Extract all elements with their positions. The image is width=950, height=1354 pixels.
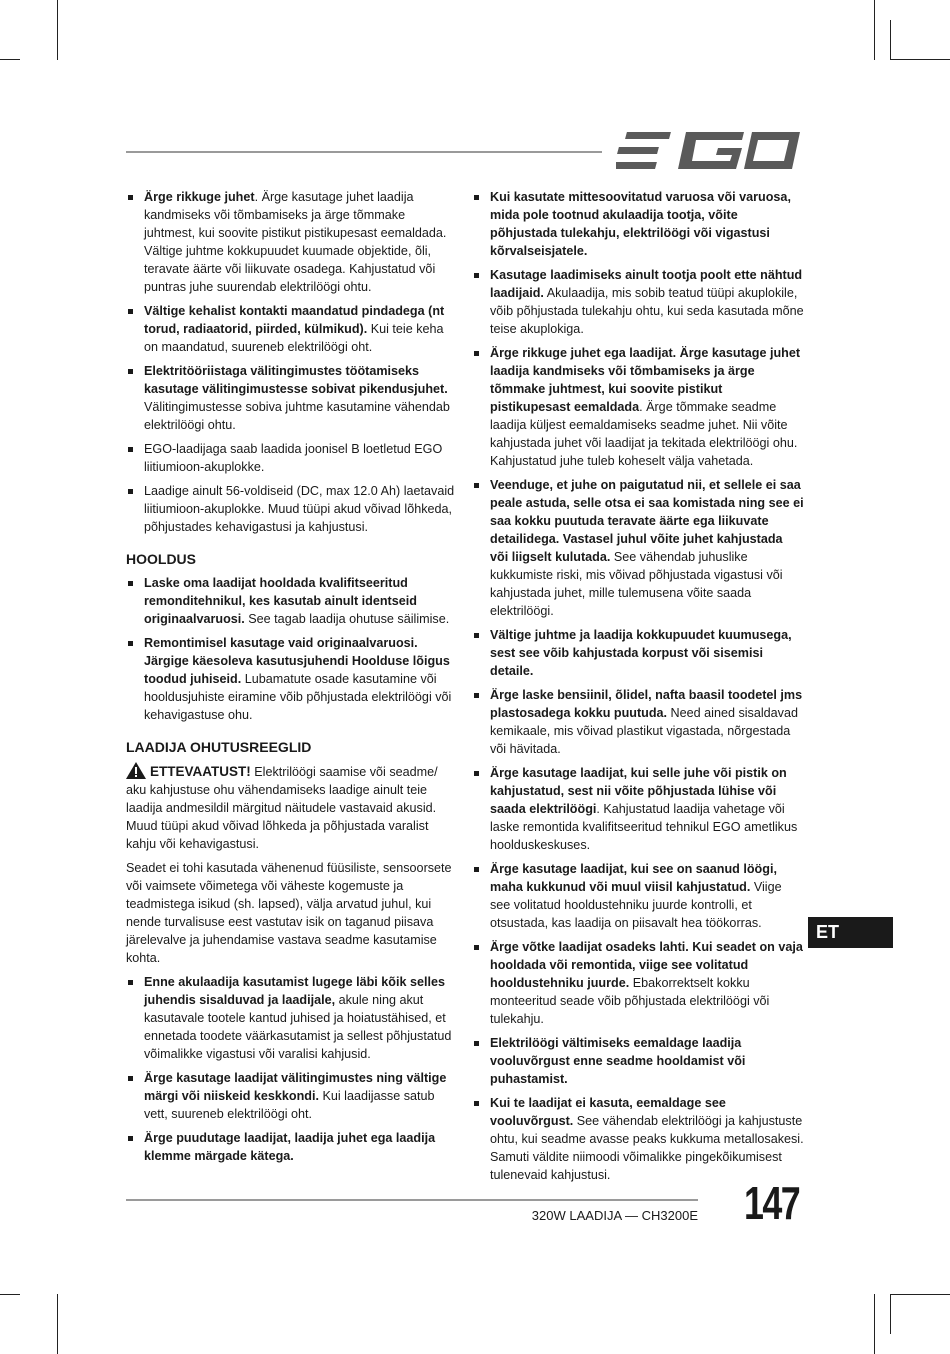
crop-mark — [890, 59, 930, 60]
crop-mark — [0, 1294, 20, 1295]
crop-mark — [874, 0, 875, 60]
list-item-bold: Laske oma laadijat hooldada kvalifitseeritud remonditehnikul, kes kasutab ainult identseid originaalvaruosi. — [144, 576, 417, 626]
crop-mark — [874, 1294, 875, 1354]
list-item-text: EGO-laadijaga saab laadida joonisel B loetletud EGO liitiumioon-akuplokke. — [144, 442, 443, 474]
section-heading-rules: LAADIJA OHUTUSREEGLID — [126, 739, 312, 755]
list-item — [472, 860, 804, 932]
list-item-bold: Enne akulaadija kasutamist lugege läbi kõik selles juhendis sisalduvad ja laadijale, — [144, 975, 445, 1007]
list-item — [472, 686, 804, 758]
crop-mark — [0, 59, 20, 60]
list-item-text: Need ained sisaldavad kemikaale, mis võivad plastikut vigastada, nõrgestada või hävitada. — [490, 706, 798, 756]
left-column — [126, 188, 456, 1171]
footer-rule — [126, 1199, 698, 1201]
header-rule — [126, 151, 602, 153]
list-item — [472, 188, 804, 260]
list-item-bold: Remontimisel kasutage vaid originaalvaruosi. Järgige käesoleva kasutusjuhendi Hoolduse lõigus toodud juhiseid. — [144, 636, 450, 686]
left-intro-list — [126, 188, 456, 536]
list-item-text: Akulaadija, mis sobib teatud tüüpi akuplokile, võib põhjustada tulekahju ohtu, kui seda kasutada mõne teise akuplokiga. — [490, 286, 804, 336]
list-item-text: Laadige ainult 56-voldiseid (DC, max 12.0 Ah) laetavaid liitiumioon-akuplokke. Muud tüüpi akud võivad lõhkeda, põhjustades kehavigastusi ja kahjustusi. — [144, 484, 455, 534]
list-item — [472, 344, 804, 470]
language-tab: ET — [808, 917, 893, 948]
list-item — [126, 188, 456, 296]
crop-mark — [930, 59, 950, 60]
crop-mark — [57, 1294, 58, 1354]
warning-text: Elektrilöögi saamise või seadme/ aku kahjustuse ohu vähendamiseks laadige ainult teie laadija andmesildil märgitud näitudele vastavaid akusid. Muud tüüpi akud võivad lõhkeda ja põhjustada varalist kahju või kehavigastusi. — [126, 765, 438, 851]
footer-product: 320W LAADIJA — CH3200E — [531, 1208, 698, 1223]
list-item-text: See vähendab juhuslike kukkumiste riski, mis võivad põhjustada vigastusi või kahjustada juhet, mille tulemusena võite saada elektrilöögi. — [490, 550, 783, 618]
list-item-bold: Ärge kasutage laadijat välitingimustes ning vältige märgi või niiskeid keskkondi. — [144, 1071, 447, 1103]
crop-mark — [890, 20, 891, 60]
list-item-bold: Ärge rikkuge juhet — [144, 190, 255, 204]
list-item — [472, 476, 804, 620]
list-item — [126, 574, 456, 628]
body-paragraph: Seadet ei tohi kasutada vähenenud füüsiliste, sensoorsete või vaimsete võimetega või väheste kogemuste ja teadmistega isikud (sh. lapsed), välja arvatud juhul, kui nende turvalisuse eest vastutav isik on taganud piisava järelevalve ja juhendamise vastava seadme kasutamise kohta. — [126, 861, 452, 965]
list-item — [126, 1069, 456, 1123]
hooldus-list — [126, 574, 456, 724]
crop-mark — [930, 1294, 950, 1295]
list-item-text: Kui laadijasse satub vett, suureneb elektrilöögi oht. — [144, 1089, 435, 1121]
list-item — [472, 764, 804, 854]
right-list — [472, 188, 804, 1184]
page-number: 147 — [744, 1177, 800, 1229]
list-item — [126, 1129, 456, 1165]
list-item-bold: Ärge rikkuge juhet ega laadijat. Ärge kasutage juhet laadija kandmiseks või tõmbamiseks ja ärge tõmmake juhtmest, kui soovite pistikut pistikupesast eemaldada — [490, 346, 801, 414]
list-item-bold: Elektrilöögi vältimiseks eemaldage laadija vooluvõrgust enne seadme hooldamist või puhastamist. — [490, 1036, 746, 1086]
crop-mark — [890, 1294, 891, 1334]
list-item-text: Ebakorrektselt kokku monteeritud seade võib põhjustada elektrilöögi või tulekahju. — [490, 976, 770, 1026]
list-item-text: . Ärge kasutage juhet laadija kandmiseks või tõmbamiseks ja ärge tõmmake juhtmest, kui soovite pistikut pistikupesast eemaldada. Vältige juhtme kokkupuudet kuumade objektide, õli, teravate äärte või liikuvate osadega. Kahjustatud või puntras juhe suurendab elektrilöögi ohtu. — [144, 190, 447, 294]
list-item — [472, 626, 804, 680]
rules-list — [126, 973, 456, 1165]
list-item — [126, 634, 456, 724]
list-item-bold: Ärge laske bensiinil, õlidel, nafta baasil toodetel jms plastosadega kokku puutuda. — [490, 688, 803, 720]
warning-triangle-icon — [126, 762, 146, 779]
list-item-text: . Ärge tõmmake seadme laadija küljest eemaldamiseks seadme juhet. Nii võite kahjustada juhet või laadijat ja tekitada elektrilöögi ohu. Kahjustatud juhe tuleb koheselt välja vahetada. — [490, 400, 798, 468]
list-item-text: . Kahjustatud laadija vahetage või laske remontida kvalifitseeritud tehnikul EGO ametlikus hoolduskeskuses. — [490, 802, 798, 852]
list-item-bold: Veenduge, et juhe on paigutatud nii, et sellele ei saa peale astuda, selle otsa ei saa komistada ning see ei saa kokku puutuda teravate äärte ega liikuvate detailidega. Vastasel juhul võite juhet kahjustada või liigselt kulutada. — [490, 478, 804, 564]
list-item — [126, 362, 456, 434]
list-item — [472, 266, 804, 338]
list-item-bold: Ärge puudutage laadijat, laadija juhet ega laadija klemme märgade kätega. — [144, 1131, 436, 1163]
list-item-bold: Elektritööriistaga välitingimustes töötamiseks kasutage välitingimustesse sobivat pikendusjuhet. — [144, 364, 448, 396]
list-item-bold: Ärge kasutage laadijat, kui selle juhe või pistik on kahjustatud, sest nii võite põhjustada lühise või saada elektrilöögi — [490, 766, 787, 816]
list-item-bold: Vältige juhtme ja laadija kokkupuudet kuumusega, sest see võib kahjustada korpust või sisemisi detaile. — [490, 628, 792, 678]
crop-mark — [890, 1294, 930, 1295]
list-item-text: See vähendab elektrilöögi ja kahjustuste ohtu, kui seadme avasse peaks kukkuma metallosakesi. Samuti väldite niimoodi võimalikke pingekõikumisest tulenevaid kahjustusi. — [490, 1114, 804, 1182]
list-item — [126, 482, 456, 536]
list-item-bold: Ärge võtke laadijat osadeks lahti. Kui seadet on vaja hooldada või remontida, viige see volitatud hooldustehniku juurde. — [490, 940, 803, 990]
list-item — [472, 1034, 804, 1088]
section-heading-hooldus: HOOLDUS — [126, 551, 196, 567]
list-item — [126, 302, 456, 356]
list-item — [472, 938, 804, 1028]
list-item-text: Välitingimustesse sobiva juhtme kasutamine vähendab elektrilöögi ohtu. — [144, 400, 450, 432]
warning-label: ETTEVAATUST! — [150, 764, 251, 779]
list-item-text: Viige see volitatud hooldustehniku juurde kontrolli, et otsustada, kas laadija on piisavalt hea töökorras. — [490, 880, 782, 930]
list-item-bold: Vältige kehalist kontakti maandatud pindadega (nt torud, radiaatorid, piirded, külmikud). — [144, 304, 445, 336]
right-column — [472, 188, 804, 1190]
list-item-bold: Kui te laadijat ei kasuta, eemaldage see vooluvõrgust. — [490, 1096, 726, 1128]
list-item-text: Lubamatute osade kasutamine või hooldusjuhiste eiramine võib põhjustada elektrilöögi või kehavigastuse ohu. — [144, 672, 452, 722]
list-item-text: Kui teie keha on maandatud, suureneb elektrilöögi oht. — [144, 322, 444, 354]
list-item — [126, 440, 456, 476]
crop-mark — [57, 0, 58, 60]
list-item-bold: Ärge kasutage laadijat, kui see on saanud löögi, maha kukkunud või muul viisil kahjustatud. — [490, 862, 777, 894]
ego-logo — [616, 128, 800, 174]
list-item-text: akule ning akut kasutavale tootele kantud juhised ja hoiatustähised, et ennetada toodete väärkasutamist ja sellest põhjustatud võimalikke vigastusi või varalisi kahjusid. — [144, 993, 452, 1061]
list-item-bold: Kui kasutate mittesoovitatud varuosa või varuosa, mida pole tootnud akulaadija tootja, võite põhjustada tulekahju, elektrilöögi või vigastusi kõrvalseisjatele. — [490, 190, 791, 258]
warning-paragraph — [126, 762, 456, 853]
list-item — [126, 973, 456, 1063]
list-item-text: See tagab laadija ohutuse säilimise. — [244, 612, 450, 626]
list-item — [472, 1094, 804, 1184]
list-item-bold: Kasutage laadimiseks ainult tootja poolt ette nähtud laadijaid. — [490, 268, 803, 300]
